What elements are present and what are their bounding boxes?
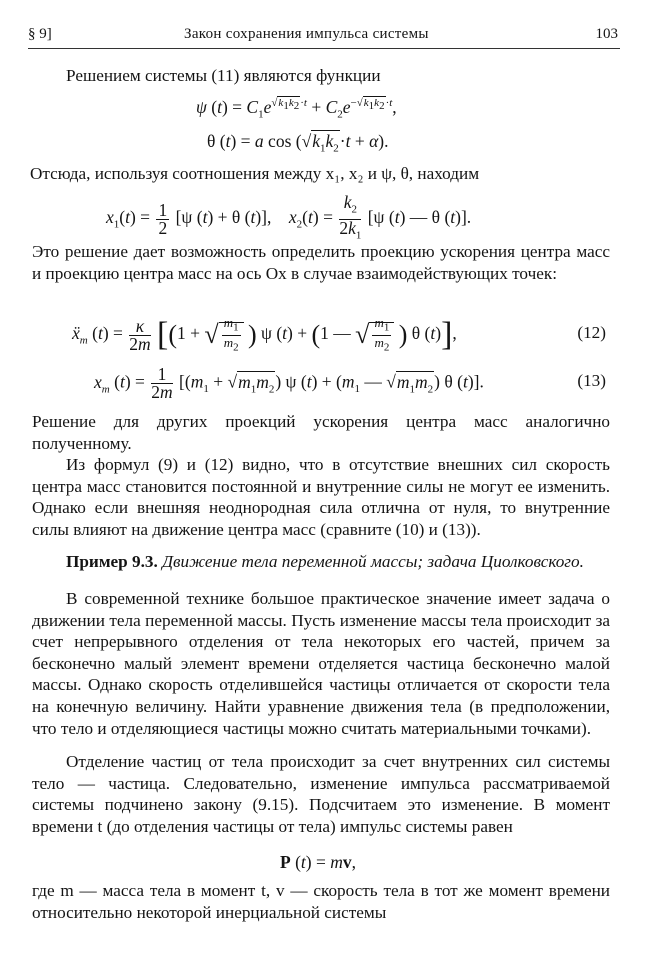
paragraph-last: где m — масса тела в момент t, v — скорость тела в тот же момент времени относительно некоторой инерциальной системы xyxy=(32,881,610,922)
intro-line: Решением системы (11) являются функции xyxy=(66,66,381,85)
paragraph-solution: Это решение дает возможность определить проекцию ускорения центра масс и проекцию центра масс на ось Ox в случае взаимодействующих точек: xyxy=(32,242,610,283)
equation-theta: θ (t) = a $\cos (√k_1k_2\cdot t + \alpha)$. xyxy=(207,131,389,155)
equation-momentum: P (t) = mv, xyxy=(280,852,356,872)
hence-line: Отсюда, используя соотношения между x₁, x₂ и ψ, θ, находим xyxy=(30,164,480,183)
equation-13-number: (13) xyxy=(577,371,606,390)
paragraph-modern-technique: В современной технике большое практическое значение имеет задача о движении тела переменной массы. Пусть изменение массы тела происходит за счет непрерывного отделения от тела некоторых его частей, причем за бесконечно малый элемент времени отделяется частица бесконечно малой массы. Однако скорость отделившейся частицы отличается от скорости тела на конечную величину. Найти уравнение движения тела (в предположении, что тело и отделяющиеся частицы можно считать материальными точками). xyxy=(32,589,610,738)
header-title: Закон сохранения импульса системы xyxy=(184,26,429,42)
equation-12-number: (12) xyxy=(577,323,606,342)
running-header xyxy=(28,24,620,49)
equation-x1-x2: $x_1(t)$ = $\frac{1}{2}$ [ψ (t) + θ (t)], $x_2(t)$ = $\frac{k_2}{2k_1}$ [ψ (t) — θ (t)]. xyxy=(106,192,472,241)
equation-psi: ψ $(t) = C_1e^{√k_1k_2\cdot t} + C_2e^{-√k_1k_2\cdot t}$, xyxy=(196,97,397,121)
equation-13: $x_m$ (t) = $\frac{1}{2m}$ [$(m_1 + √m_1m_2)$ ψ $(t) + (m_1$ — $√m_1m_2$) θ (t)]. xyxy=(94,364,484,402)
example-label: Пример 9.3. xyxy=(66,552,158,571)
page-number: 103 xyxy=(595,26,618,42)
paragraph-separation: Отделение частиц от тела происходит за счет внутренних сил системы тело — частица. Следовательно, изменение импульса рассматриваемой системы подчинено закону (9.15). Подсчитаем это изменение. В момент времени t (до отделения частицы от тела) импульс системы равен xyxy=(32,752,610,836)
equation-12: ẍ$_m$ (t) = $\frac{\kappa}{2m}$ [(1 + √ $\frac{m_1}{m_2}$ ) ψ (t) + (1 — √ $\frac{m_1}{m_2}$ ) θ (t)], xyxy=(72,315,457,354)
example-title: Движение тела переменной массы; задача Циолковского. xyxy=(162,552,584,571)
header-section: § 9] xyxy=(28,26,52,42)
paragraph-other-projections: Решение для других проекций ускорения центра масс аналогично полученному. xyxy=(32,412,610,453)
example-heading xyxy=(32,551,610,573)
paragraph-from-formulas: Из формул (9) и (12) видно, что в отсутствие внешних сил скорость центра масс становится постоянной и внутренние силы не могут ее изменить. Однако если внешняя неоднородная сила отлична от нуля, то внутренние силы влияют на движение центра масс (сравните (10) и (13)). xyxy=(32,455,610,539)
